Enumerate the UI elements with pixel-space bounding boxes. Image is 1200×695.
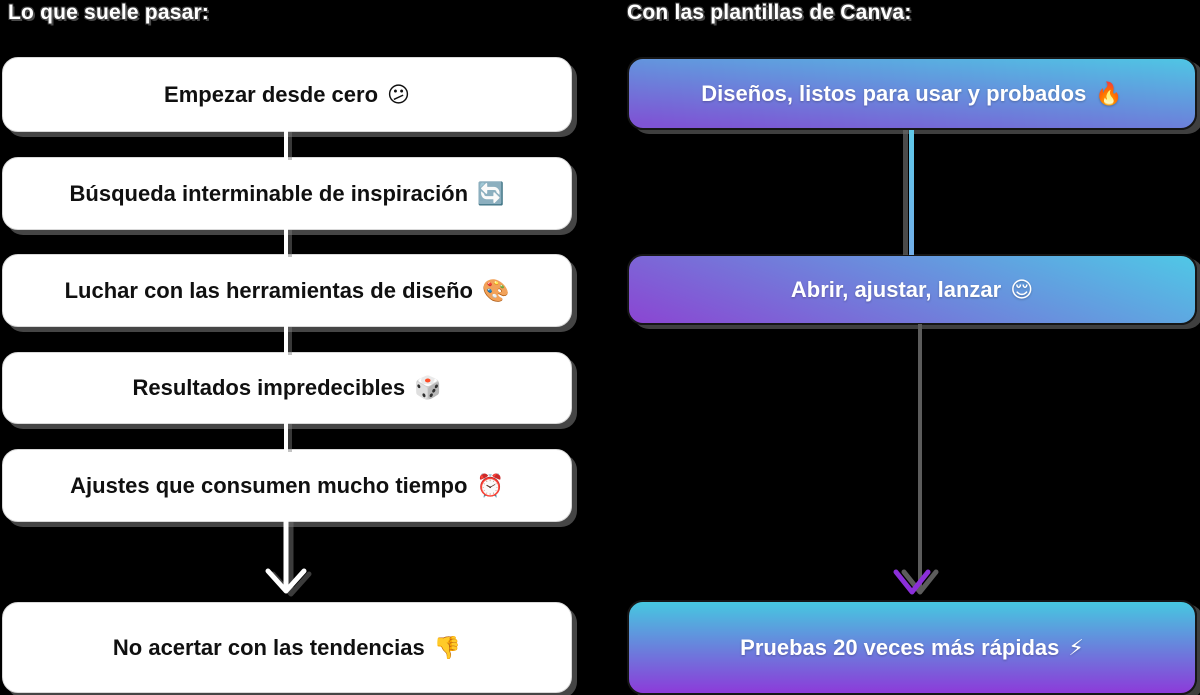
left-step-box-1	[2, 57, 572, 132]
left-connector-1	[284, 130, 288, 158]
left-step-2-label: Búsqueda interminable de inspiración	[69, 180, 469, 206]
left-column-heading: Lo que suele pasar:	[8, 1, 210, 24]
counterclockwise-arrows-emoji: 🔄	[477, 180, 505, 206]
alarm-clock-emoji: ⏰	[476, 472, 504, 498]
left-connector-2	[284, 228, 288, 255]
high-voltage-emoji: ⚡	[1068, 634, 1084, 660]
confused-face-emoji: 😕	[387, 81, 410, 107]
game-die-emoji: 🎲	[414, 375, 442, 400]
left-step-5-label: Ajustes que consumen mucho tiempo	[70, 472, 468, 498]
right-column-heading: Con las plantillas de Canva:	[627, 1, 912, 24]
relieved-face-emoji: 😌	[1010, 276, 1034, 302]
artist-palette-emoji: 🎨	[481, 277, 510, 303]
left-connector-4	[284, 422, 288, 450]
left-step-box-4	[2, 352, 572, 424]
left-step-4-label: Resultados impredecibles	[132, 375, 406, 400]
right-step-box-2	[627, 254, 1197, 325]
left-step-box-5	[2, 449, 572, 522]
right-step-2-label: Abrir, ajustar, lanzar	[790, 276, 1002, 302]
right-step-box-3	[627, 600, 1197, 695]
left-step-box-2	[2, 157, 572, 230]
down-arrow-gradient-icon	[888, 324, 940, 602]
right-connector-1	[909, 130, 914, 255]
right-step-1-label: Diseños, listos para usar y probados	[701, 80, 1087, 106]
left-step-3-label: Luchar con las herramientas de diseño	[64, 277, 473, 303]
left-connector-3	[284, 325, 288, 353]
fire-emoji: 🔥	[1095, 80, 1123, 106]
left-step-1-label: Empezar desde cero	[164, 81, 379, 107]
left-step-6-label: No acertar con las tendencias	[112, 634, 425, 660]
left-step-box-3	[2, 254, 572, 327]
right-step-3-label: Pruebas 20 veces más rápidas	[740, 634, 1060, 660]
down-arrow-white-icon	[263, 519, 309, 599]
right-step-box-1	[627, 57, 1197, 130]
thumbs-down-emoji: 👎	[433, 634, 462, 660]
left-step-box-6	[2, 602, 572, 693]
